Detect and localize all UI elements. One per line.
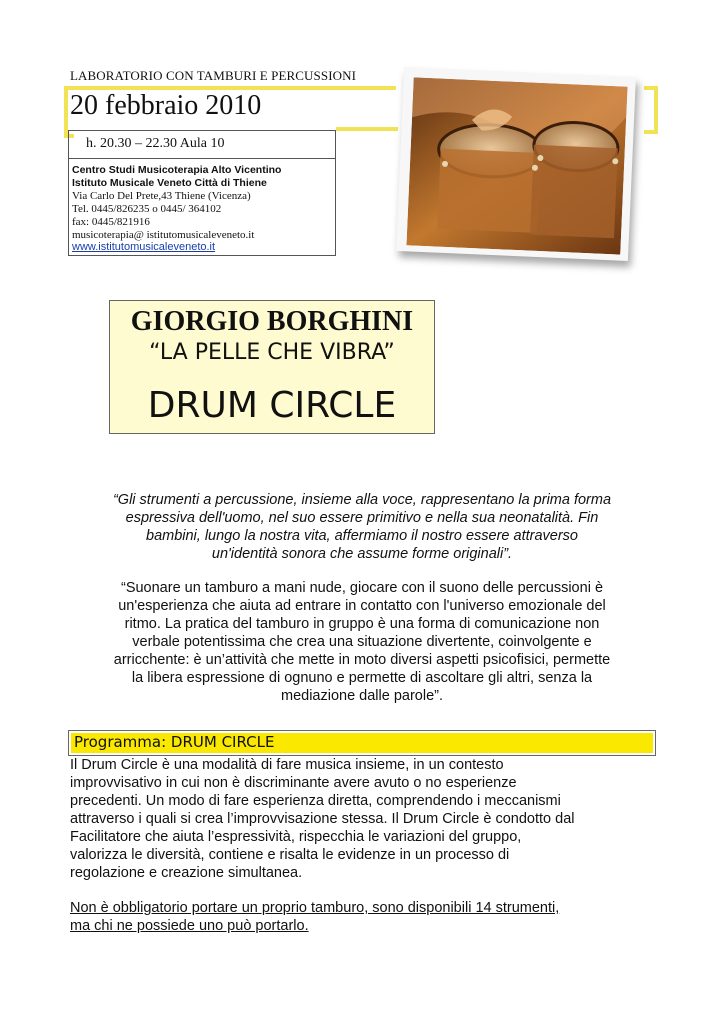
institute-name: Istituto Musicale Veneto Città di Thiene	[72, 177, 267, 189]
artist-name: GIORGIO BORGHINI	[130, 306, 414, 337]
program-heading: Programma: DRUM CIRCLE	[74, 733, 275, 751]
date-frame-bottom	[336, 127, 398, 131]
event-date: 20 febbraio 2010	[70, 90, 262, 121]
program-line: precedenti. Un modo di fare esperienza diretta, comprendendo i meccanismi	[70, 793, 561, 809]
instrument-note: Non è obbligatorio portare un proprio tamburo, sono disponibili 14 strumenti,	[70, 900, 560, 916]
email: musicoterapia@ istitutomusicaleveneto.it	[72, 229, 255, 241]
bongo-drums-photo	[406, 77, 627, 254]
event-hours: h. 20.30 – 22.30 Aula 10	[86, 136, 225, 151]
event-title: DRUM CIRCLE	[147, 385, 397, 426]
lab-title: LABORATORIO CON TAMBURI E PERCUSSIONI	[70, 68, 357, 83]
quote-line: “Gli strumenti a percussione, insieme alla voce, rappresentano la prima forma	[112, 492, 612, 508]
program-line: improvvisativo in cui non è discriminante avere avuto o no esperienze	[70, 775, 517, 791]
program-line: Il Drum Circle è una modalità di fare musica insieme, in un contesto	[70, 757, 504, 773]
description-line: “Suonare un tamburo a mani nude, giocare con il suono delle percussioni è	[120, 580, 604, 596]
description-line: ritmo. La pratica del tamburo in gruppo è una forma di comunicazione non	[124, 616, 600, 632]
program-line: regolazione e creazione simultanea.	[70, 865, 303, 881]
description-line: arricchente: è un’attività che mette in moto diversi aspetti psicofisici, permette	[113, 652, 611, 668]
program-line: Facilitatore che aiuta l’espressività, rispecchia le variazioni del gruppo,	[70, 829, 522, 845]
fax: fax: 0445/821916	[72, 216, 150, 228]
description-line: mediazione dalle parole”.	[280, 688, 443, 704]
contact-divider	[68, 158, 336, 159]
program-line: valorizza le diversità, contiene e risalta le evidenze in un processo di	[70, 847, 510, 863]
event-subtitle: “LA PELLE CHE VIBRA”	[149, 340, 395, 365]
instrument-note: ma chi ne possiede uno può portarlo.	[70, 918, 309, 934]
quote-line: un'identità sonora che assume forme originali”.	[211, 546, 513, 562]
program-line: attraverso i quali si crea l’improvvisazione stessa. Il Drum Circle è condotto dal	[70, 811, 575, 827]
website-link[interactable]: www.istitutomusicaleveneto.it	[72, 241, 216, 253]
quote-line: bambini, lungo la nostra vita, affermiamo il nostro essere attraverso	[146, 528, 578, 544]
description-line: un'esperienza che aiuta ad entrare in contatto con l'universo emozionale del	[118, 598, 606, 614]
date-frame-right	[644, 86, 658, 134]
description-line: la libera espressione di ognuno e permette di ascoltare gli altri, senza la	[131, 670, 593, 686]
quote-line: espressiva dell'uomo, nel suo essere primitivo e nella sua neonatalità. Fin	[125, 510, 599, 526]
phone: Tel. 0445/826235 o 0445/ 364102	[72, 203, 222, 215]
description-line: verbale potentissima che crea una situazione divertente, coinvolgente e	[132, 634, 592, 650]
center-name: Centro Studi Musicoterapia Alto Vicentino	[72, 164, 282, 176]
address: Via Carlo Del Prete,43 Thiene (Vicenza)	[72, 190, 251, 202]
